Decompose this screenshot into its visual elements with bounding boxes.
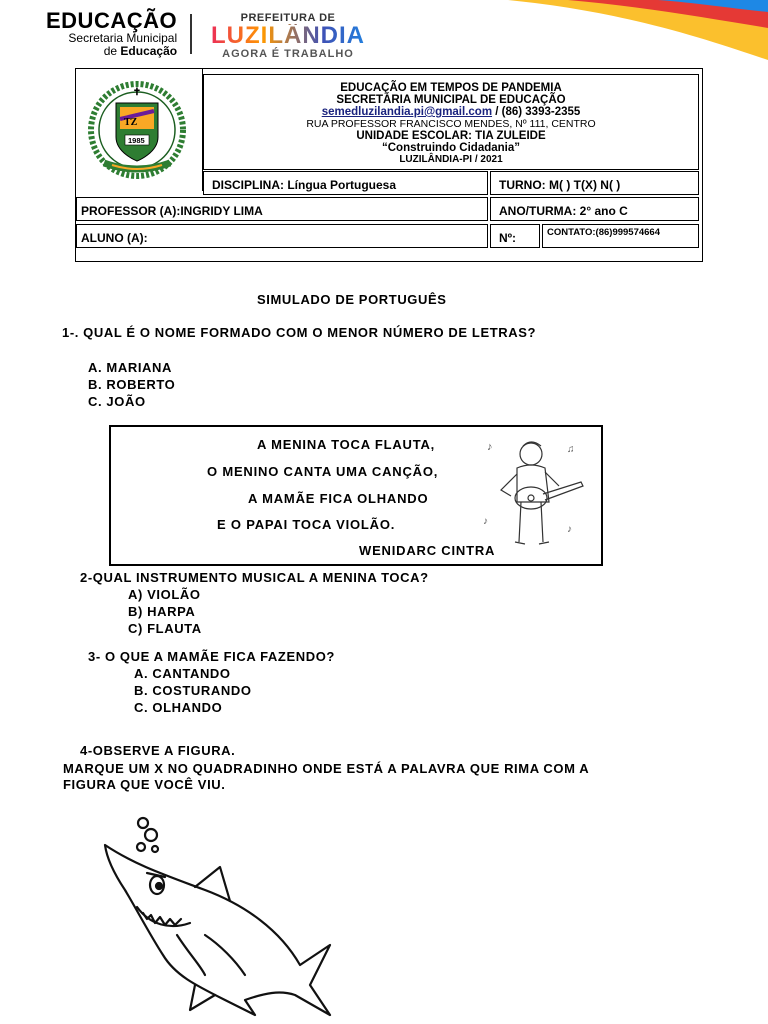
question-4-title: 4-OBSERVE A FIGURA. — [80, 743, 236, 758]
q2-option-a[interactable]: A) VIOLÃO — [128, 587, 201, 602]
page-title: SIMULADO DE PORTUGUÊS — [257, 292, 447, 307]
edu-subtitle-1: Secretaria Municipal — [68, 31, 178, 45]
school-line-6: “Construindo Cidadania” — [382, 142, 520, 154]
poem-author: WENIDARC CINTRA — [359, 543, 496, 558]
question-4-text-1: MARQUE UM X NO QUADRADINHO ONDE ESTÁ A PALAVRA QUE RIMA COM A — [63, 761, 590, 776]
school-line-5: UNIDADE ESCOLAR: TIA ZULEIDE — [356, 130, 546, 142]
edu-subtitle-2: de Educação — [103, 44, 178, 58]
svg-text:♪: ♪ — [483, 516, 488, 527]
decorative-ribbon — [508, 0, 768, 60]
q3-option-a[interactable]: A. CANTANDO — [134, 666, 231, 681]
school-crest-icon — [82, 75, 192, 187]
svg-text:TZ: TZ — [124, 117, 138, 128]
svg-text:1985: 1985 — [128, 136, 145, 145]
q3-option-c[interactable]: C. OLHANDO — [134, 700, 223, 715]
turno-field: TURNO: M( ) T(X) N( ) — [490, 171, 699, 195]
svg-text:♪: ♪ — [487, 441, 493, 453]
q3-option-b[interactable]: B. COSTURANDO — [134, 683, 252, 698]
pref-line-1: PREFEITURA DE — [240, 12, 336, 24]
school-line-4: RUA PROFESSOR FRANCISCO MENDES, Nº 111, CENTRO — [306, 118, 596, 130]
header-table — [75, 68, 703, 262]
school-line-7: LUZILÂNDIA-PI / 2021 — [399, 154, 503, 165]
guitar-boy-illustration-icon — [481, 432, 586, 552]
poem-line-4: E O PAPAI TOCA VIOLÃO. — [217, 517, 396, 532]
school-info-cell — [203, 74, 699, 170]
professor-field: PROFESSOR (A):INGRIDY LIMA — [76, 197, 488, 221]
svg-text:♫: ♫ — [567, 444, 575, 455]
poem-line-1: A MENINA TOCA FLAUTA, — [257, 437, 436, 452]
poem-line-3: A MAMÃE FICA OLHANDO — [248, 491, 429, 506]
pref-line-2: LUZILÂNDIA — [203, 24, 373, 48]
school-line-1: EDUCAÇÃO EM TEMPOS DE PANDEMIA — [340, 82, 562, 94]
education-logo — [46, 10, 177, 58]
poem-line-2: O MENINO CANTA UMA CANÇÃO, — [207, 464, 439, 479]
question-4-text-2: FIGURA QUE VOCÊ VIU. — [63, 777, 226, 792]
svg-text:♪: ♪ — [567, 524, 572, 535]
shark-illustration-icon — [95, 815, 335, 1020]
pref-line-3: AGORA É TRABALHO — [222, 48, 354, 60]
ano-turma-field: ANO/TURMA: 2° ano C — [490, 197, 699, 221]
q1-option-b[interactable]: B. ROBERTO — [88, 377, 176, 392]
edu-title: EDUCAÇÃO — [46, 8, 178, 33]
school-line-2: SECRETÁRIA MUNICIPAL DE EDUCAÇÃO — [336, 94, 566, 106]
q1-option-c[interactable]: C. JOÃO — [88, 394, 146, 409]
school-contact-line: semedluzilandia.pi@gmail.com / (86) 3393-2355 — [321, 106, 581, 118]
q2-option-b[interactable]: B) HARPA — [128, 604, 196, 619]
svg-text:✝: ✝ — [132, 87, 142, 98]
logo-divider — [190, 14, 192, 54]
contato-field: CONTATO:(86)999574664 — [542, 224, 699, 248]
q1-options — [88, 359, 175, 410]
disciplina-field: DISCIPLINA: Língua Portuguesa — [203, 171, 488, 195]
q1-option-a[interactable]: A. MARIANA — [88, 360, 172, 375]
q2-options — [128, 586, 202, 637]
q2-option-c[interactable]: C) FLAUTA — [128, 621, 202, 636]
q3-options — [134, 665, 252, 716]
prefeitura-logo — [203, 12, 373, 60]
crest-cell — [76, 69, 203, 191]
question-1: 1-. QUAL É O NOME FORMADO COM O MENOR NÚMERO DE LETRAS? — [62, 325, 537, 340]
aluno-field[interactable]: ALUNO (A): — [76, 224, 488, 248]
poem-box — [109, 425, 603, 566]
email-link[interactable]: semedluzilandia.pi@gmail.com — [321, 106, 493, 118]
question-3: 3- O QUE A MAMÃE FICA FAZENDO? — [88, 649, 335, 664]
numero-field[interactable]: Nº: — [490, 224, 540, 248]
question-2: 2-QUAL INSTRUMENTO MUSICAL A MENINA TOCA? — [80, 570, 429, 585]
